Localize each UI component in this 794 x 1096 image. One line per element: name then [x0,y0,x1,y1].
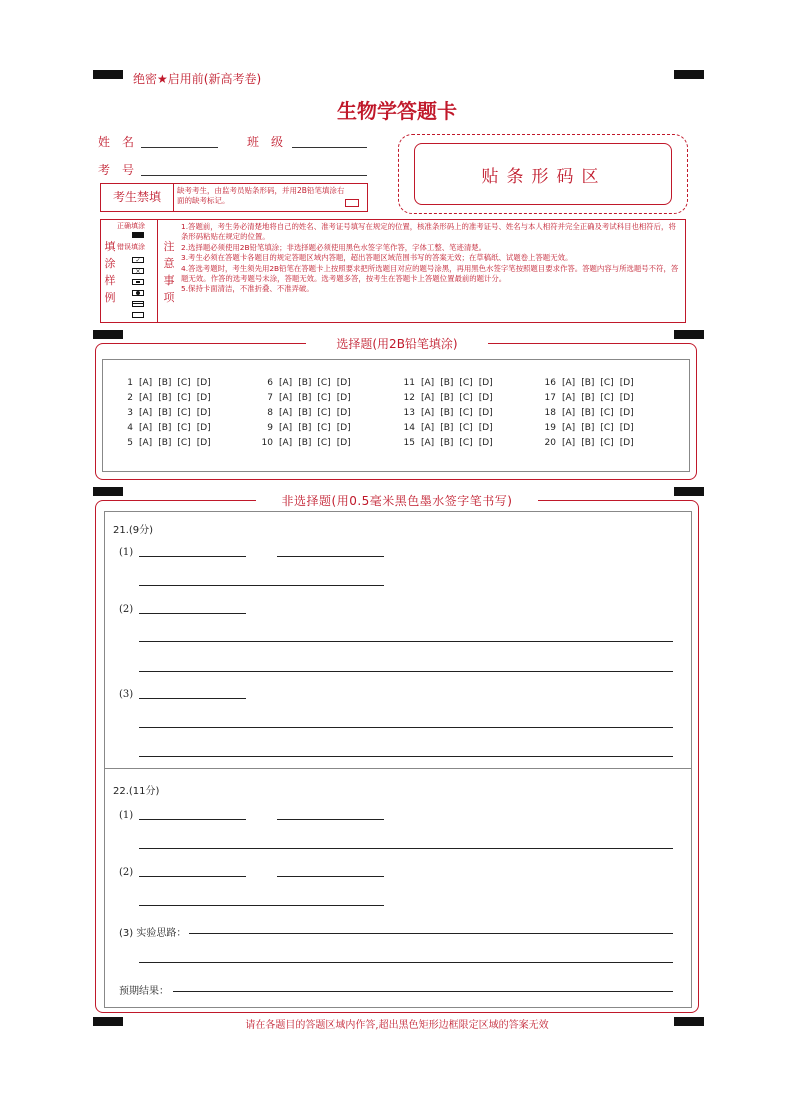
option-bubble[interactable]: [D] [619,393,634,403]
fill-sample-panel [101,220,158,322]
choice-row-q3 [113,408,217,418]
option-bubble[interactable]: [B] [158,378,172,388]
question-number: 4 [127,423,133,433]
option-bubble[interactable]: [B] [581,378,595,388]
option-bubble[interactable]: [C] [177,423,191,433]
option-bubble[interactable]: [A] [421,393,435,403]
option-bubble[interactable]: [A] [279,408,293,418]
choice-row-q8 [253,408,357,418]
option-bubble[interactable]: [C] [600,393,614,403]
choice-row-q14 [395,423,499,433]
question-number: 14 [403,423,415,433]
choice-row-q2 [113,393,217,403]
q22-p3-line-2[interactable] [139,962,673,963]
q22-result-line[interactable] [173,991,673,992]
choice-row-q20 [536,438,640,448]
choice-row-q4 [113,423,217,433]
option-bubble[interactable]: [B] [298,438,312,448]
q22-p2-blank-b[interactable] [277,876,384,877]
nonchoice-area [104,511,692,1008]
option-bubble[interactable]: [B] [158,423,172,433]
option-bubble[interactable]: [D] [478,423,493,433]
q21-p2-label: (2) [119,604,134,615]
option-bubble[interactable]: [C] [600,438,614,448]
q22-p3-label: (3) 实验思路： [119,928,187,939]
option-bubble[interactable]: [D] [336,438,351,448]
q21-p1-blank-c[interactable] [139,585,384,586]
q22-p2-blank-c[interactable] [139,905,384,906]
nonchoice-title: 非选择题(用0.5毫米黑色墨水签字笔书写) [256,492,538,509]
option-bubble[interactable]: [A] [139,408,153,418]
note-item: 3.考生必须在答题卡各题目的规定答题区域内答题，超出答题区域范围书写的答案无效；在草稿纸、试题卷上答题无效。 [181,253,573,263]
q21-p3-blank-a[interactable] [139,698,246,699]
option-bubble[interactable]: [A] [421,378,435,388]
forbidden-label: 考生禁填 [101,184,174,211]
side-mark-right-1 [674,330,704,339]
option-bubble[interactable]: [A] [139,378,153,388]
choice-grid [102,359,690,472]
option-bubble[interactable]: [B] [581,438,595,448]
question-number: 3 [127,408,133,418]
wrong-fill-sample-5 [132,301,144,307]
side-mark-left-1 [93,330,123,339]
choice-row-q6 [253,378,357,388]
option-bubble[interactable]: [B] [298,378,312,388]
secret-label: 绝密★启用前(新高考卷) [133,72,262,86]
choice-row-q17 [536,393,640,403]
option-bubble[interactable]: [D] [619,378,634,388]
id-label: 考 号 [98,163,135,177]
side-mark-right-2 [674,487,704,496]
option-bubble[interactable]: [D] [196,423,211,433]
fill-sample-label: 填涂样例 [104,240,116,304]
q22-p2-label: (2) [119,867,134,878]
corner-mark-top-right [674,70,704,79]
q21-p1-label: (1) [119,547,134,558]
option-bubble[interactable]: [A] [139,393,153,403]
option-bubble[interactable]: [A] [562,378,576,388]
option-bubble[interactable]: [C] [317,393,331,403]
q22-result-label: 预期结果： [119,986,169,997]
option-bubble[interactable]: [C] [317,423,331,433]
choice-row-q10 [253,438,357,448]
option-bubble[interactable]: [B] [158,438,172,448]
choice-row-q19 [536,423,640,433]
question-number: 18 [544,408,556,418]
q21-p1-blank-a[interactable] [139,556,246,557]
question-number: 2 [127,393,133,403]
option-bubble[interactable]: [A] [562,408,576,418]
option-bubble[interactable]: [D] [619,438,634,448]
option-bubble[interactable]: [C] [459,408,473,418]
q21-p3-line-1[interactable] [139,727,673,728]
option-bubble[interactable]: [C] [459,393,473,403]
option-bubble[interactable]: [B] [158,393,172,403]
correct-fill-sample [132,232,144,238]
choice-row-q1 [113,378,217,388]
q21-p3-line-2[interactable] [139,756,673,757]
option-bubble[interactable]: [D] [336,393,351,403]
choice-row-q9 [253,423,357,433]
q21-p1-blank-b[interactable] [277,556,384,557]
option-bubble[interactable]: [B] [581,423,595,433]
option-bubble[interactable]: [B] [581,408,595,418]
option-bubble[interactable]: [B] [440,423,454,433]
corner-mark-top-left [93,70,123,79]
wrong-fill-sample-1: ✓ [132,257,144,263]
option-bubble[interactable]: [B] [440,378,454,388]
q22-p1-blank-a[interactable] [139,819,246,820]
question-number: 7 [267,393,273,403]
question-number: 15 [403,438,415,448]
choice-row-q5 [113,438,217,448]
option-bubble[interactable]: [B] [440,438,454,448]
id-field[interactable] [141,175,367,176]
choice-row-q12 [395,393,499,403]
option-bubble[interactable]: [A] [562,393,576,403]
note-item: 1.答题前，考生务必清楚地将自己的姓名、准考证号填写在规定的位置，核准条形码上的准考证号、姓名与本人相符并完全正确及考试科目也相符后，将条形码粘贴在规定的位置。 [181,222,676,242]
option-bubble[interactable]: [B] [440,393,454,403]
option-bubble[interactable]: [D] [196,378,211,388]
wrong-fill-sample-3 [132,279,144,285]
option-bubble[interactable]: [D] [336,423,351,433]
option-bubble[interactable]: [A] [279,423,293,433]
choice-row-q18 [536,408,640,418]
q22-p2-blank-a[interactable] [139,876,246,877]
option-bubble[interactable]: [C] [177,393,191,403]
name-field[interactable] [141,147,218,148]
q22-p3-line-1[interactable] [189,933,673,934]
q21-p3-label: (3) [119,689,134,700]
question-number: 16 [544,378,556,388]
choice-row-q15 [395,438,499,448]
option-bubble[interactable]: [D] [478,378,493,388]
option-bubble[interactable]: [A] [421,423,435,433]
option-bubble[interactable]: [C] [317,378,331,388]
q21-p2-line-1[interactable] [139,641,673,642]
option-bubble[interactable]: [D] [619,423,634,433]
option-bubble[interactable]: [D] [196,393,211,403]
instructions-box [100,219,686,323]
choice-row-q7 [253,393,357,403]
option-bubble[interactable]: [B] [158,408,172,418]
wrong-fill-sample-2: × [132,268,144,274]
page-title: 生物学答题卡 [337,99,457,123]
option-bubble[interactable]: [C] [459,423,473,433]
class-label: 班 级 [247,135,284,149]
option-bubble[interactable]: [B] [298,408,312,418]
correct-fill-label: 正确填涂 [117,222,145,230]
question-divider [105,768,691,769]
absent-mark-box[interactable] [345,199,359,207]
option-bubble[interactable]: [A] [562,423,576,433]
choice-title: 选择题(用2B铅笔填涂) [306,335,488,352]
choice-row-q11 [395,378,499,388]
option-bubble[interactable]: [D] [478,408,493,418]
option-bubble[interactable]: [C] [177,378,191,388]
option-bubble[interactable]: [B] [440,408,454,418]
option-bubble[interactable]: [C] [600,408,614,418]
option-bubble[interactable]: [B] [298,393,312,403]
q21-label: 21.(9分) [113,525,154,536]
choice-row-q16 [536,378,640,388]
q22-label: 22.(11分) [113,786,160,797]
name-label: 姓 名 [98,135,135,149]
option-bubble[interactable]: [C] [317,438,331,448]
option-bubble[interactable]: [D] [196,438,211,448]
forbidden-text: 缺考考生，由监考员贴条形码，并用2B铅笔填涂右面的缺考标记。 [177,186,345,205]
q21-p2-line-2[interactable] [139,671,673,672]
side-mark-left-2 [93,487,123,496]
question-number: 9 [267,423,273,433]
note-item: 2.选择题必须使用2B铅笔填涂；非选择题必须使用黑色水签字笔作答，字体工整、笔迹清楚。 [181,242,487,252]
option-bubble[interactable]: [A] [562,438,576,448]
option-bubble[interactable]: [A] [139,438,153,448]
note-item: 4.答选考题时，考生须先用2B铅笔在答题卡上按照要求把所选题目对应的题号涂黑，再用黑色水签字笔按照题目要求作答。答题内容与所选题号不符，答题无效。作答的选考题号未涂，答题无效。选考题多答，按考生在答题卡上答题位置最前的题计分。 [181,263,679,284]
q22-p1-line[interactable] [139,848,673,849]
barcode-area-outer [398,134,688,214]
option-bubble[interactable]: [B] [581,393,595,403]
option-bubble[interactable]: [B] [298,423,312,433]
question-number: 19 [544,423,556,433]
option-bubble[interactable]: [A] [421,408,435,418]
footer-note: 请在各题目的答题区域内作答,超出黑色矩形边框限定区域的答案无效 [245,1020,549,1031]
option-bubble[interactable]: [A] [279,378,293,388]
q21-p2-blank-a[interactable] [139,613,246,614]
question-number: 6 [267,378,273,388]
question-number: 12 [403,393,415,403]
option-bubble[interactable]: [D] [478,438,493,448]
wrong-fill-label: 错误填涂 [117,243,145,251]
question-number: 10 [261,438,273,448]
forbidden-box [100,183,368,212]
option-bubble[interactable]: [D] [478,393,493,403]
option-bubble[interactable]: [C] [177,438,191,448]
option-bubble[interactable]: [D] [336,408,351,418]
option-bubble[interactable]: [C] [600,378,614,388]
option-bubble[interactable]: [C] [459,378,473,388]
option-bubble[interactable]: [A] [279,393,293,403]
q22-p1-label: (1) [119,810,134,821]
question-number: 1 [127,378,133,388]
option-bubble[interactable]: [C] [177,408,191,418]
wrong-fill-sample-4 [132,290,144,296]
question-number: 13 [403,408,415,418]
note-item: 5.保持卡面清洁，不准折叠、不准弄破。 [181,284,314,294]
option-bubble[interactable]: [C] [317,408,331,418]
question-number: 8 [267,408,273,418]
question-number: 20 [544,438,556,448]
choice-row-q13 [395,408,499,418]
notes-label: 注意事项 [163,240,175,304]
option-bubble[interactable]: [A] [139,423,153,433]
barcode-area-label: 贴条形码区 [481,167,607,187]
option-bubble[interactable]: [A] [279,438,293,448]
option-bubble[interactable]: [C] [600,423,614,433]
nonchoice-section [95,494,699,1013]
q22-p1-blank-b[interactable] [277,819,384,820]
option-bubble[interactable]: [D] [619,408,634,418]
option-bubble[interactable]: [A] [421,438,435,448]
choice-section [95,337,697,480]
notes-list [181,222,683,295]
question-number: 17 [544,393,556,403]
question-number: 11 [403,378,415,388]
class-field[interactable] [292,147,367,148]
question-number: 5 [127,438,133,448]
wrong-fill-sample-6 [132,312,144,318]
option-bubble[interactable]: [C] [459,438,473,448]
option-bubble[interactable]: [D] [196,408,211,418]
option-bubble[interactable]: [D] [336,378,351,388]
